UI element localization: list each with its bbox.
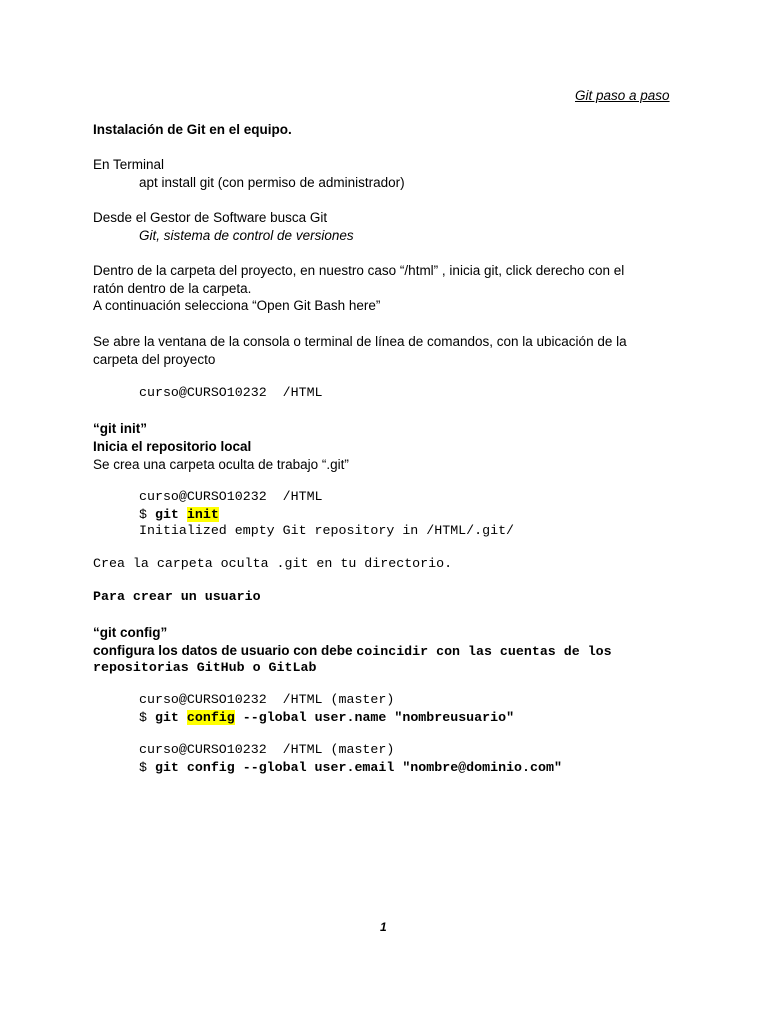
git-config-title: “git config”	[93, 625, 168, 640]
console-paragraph-line2: carpeta del proyecto	[93, 352, 216, 367]
git-config-prompt-2: curso@CURSO10232 /HTML (master)	[139, 742, 395, 757]
git-config-prompt-1: curso@CURSO10232 /HTML (master)	[139, 692, 395, 707]
git-config-command-2	[139, 759, 562, 777]
gestor-item: Git, sistema de control de versiones	[139, 228, 354, 243]
git-init-description: Se crea una carpeta oculta de trabajo “.git”	[93, 457, 349, 472]
prompt-line: curso@CURSO10232 /HTML	[139, 385, 323, 400]
page-number: 1	[380, 920, 387, 934]
terminal-label: En Terminal	[93, 157, 165, 172]
config-user-email-command: git config --global user.email "nombre@dominio.com"	[154, 760, 562, 775]
git-init-note: Crea la carpeta oculta .git en tu directorio.	[93, 556, 453, 571]
init-keyword-highlight: init	[186, 507, 219, 522]
dollar-sign: $	[139, 507, 155, 522]
folder-paragraph-line1: Dentro de la carpeta del proyecto, en nuestro caso “/html” , inicia git, click derecho con el	[93, 263, 625, 278]
git-keyword: git	[154, 710, 187, 725]
dollar-sign: $	[139, 710, 155, 725]
git-config-description-line2: repositorias GitHub o GitLab	[93, 660, 317, 675]
config-desc-mono: coincidir con las cuentas de los	[356, 644, 612, 659]
gestor-label: Desde el Gestor de Software busca Git	[93, 210, 328, 225]
dollar-sign: $	[139, 760, 155, 775]
create-user-heading: Para crear un usuario	[93, 589, 261, 604]
open-git-bash-paragraph: A continuación selecciona “Open Git Bash here”	[93, 298, 381, 313]
git-init-title: “git init”	[93, 421, 147, 436]
console-paragraph-line1: Se abre la ventana de la consola o terminal de línea de comandos, con la ubicación de la	[93, 334, 627, 349]
terminal-command: apt install git (con permiso de administrador)	[139, 175, 405, 190]
git-keyword: git	[154, 507, 187, 522]
git-init-output: Initialized empty Git repository in /HTML/.git/	[139, 523, 515, 538]
config-keyword-highlight: config	[186, 710, 235, 725]
page-header-title: Git paso a paso	[575, 88, 670, 103]
install-heading: Instalación de Git en el equipo.	[93, 122, 292, 137]
folder-paragraph-line2: ratón dentro de la carpeta.	[93, 281, 252, 296]
git-init-subtitle: Inicia el repositorio local	[93, 439, 252, 454]
git-init-prompt: curso@CURSO10232 /HTML	[139, 489, 323, 504]
config-user-name-args: --global user.name "nombreusuario"	[234, 710, 515, 725]
config-desc-sans: configura los datos de usuario con debe	[93, 643, 357, 658]
git-config-command-1	[139, 709, 514, 727]
